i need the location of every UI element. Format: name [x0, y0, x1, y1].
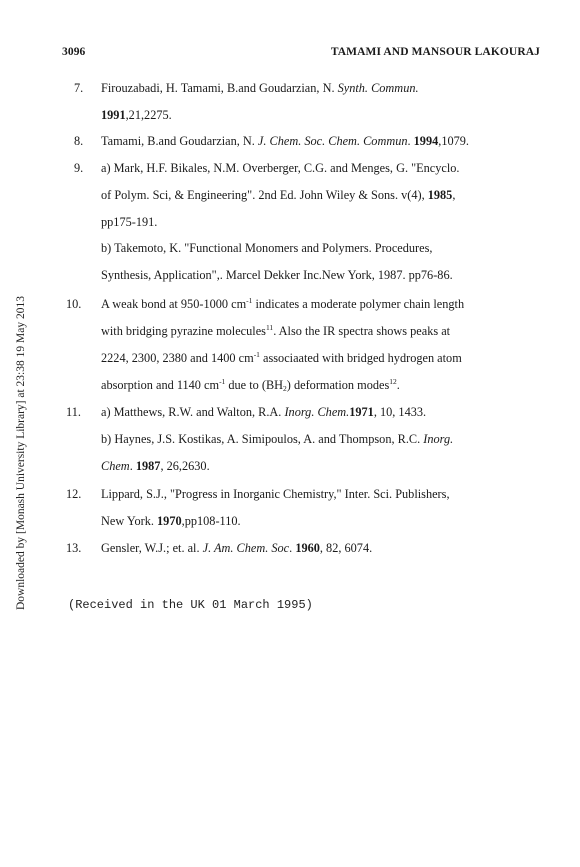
- reference-9-line-3: pp175-191.: [101, 215, 158, 229]
- reference-number-11: 11.: [66, 405, 81, 419]
- reference-9-line-4: b) Takemoto, K. "Functional Monomers and Polymers. Procedures,: [101, 241, 433, 255]
- reference-number-13: 13.: [66, 541, 82, 555]
- reference-10-line-3: 2224, 2300, 2380 and 1400 $cm^{-1}$ associaated with bridged hydrogen atom: [101, 350, 462, 365]
- reference-8-line-1: Tamami, B.and Goudarzian, N. J. Chem. Soc. Chem. Commun. 1994,1079.: [101, 134, 469, 148]
- reference-11-line-3: Chem. 1987, 26,2630.: [101, 459, 210, 473]
- reference-11-line-2: b) Haynes, J.S. Kostikas, A. Simipoulos, A. and Thompson, R.C. Inorg.: [101, 432, 454, 446]
- page-header: [62, 46, 540, 64]
- reference-12-line-1: Lippard, S.J., "Progress in Inorganic Chemistry," Inter. Sci. Publishers,: [101, 487, 450, 501]
- page-number: 3096: [62, 46, 86, 58]
- reference-10-line-2: with bridging pyrazine molecules$^{11}$. Also the IR spectra shows peaks at: [101, 323, 451, 338]
- reference-11-line-1: a) Matthews, R.W. and Walton, R.A. Inorg. Chem.1971, 10, 1433.: [101, 405, 427, 419]
- reference-number-7: 7.: [74, 81, 84, 95]
- download-watermark: Downloaded by [Monash University Library] at 23:38 19 May 2013: [15, 296, 27, 610]
- reference-number-10: 10.: [66, 297, 82, 311]
- reference-9-line-2: of Polym. Sci, & Engineering". 2nd Ed. John Wiley & Sons. v(4), 1985,: [101, 188, 456, 202]
- running-head: TAMAMI AND MANSOUR LAKOURAJ: [330, 46, 540, 58]
- received-date-note: (Received in the UK 01 March 1995): [68, 598, 313, 612]
- reference-7-line-2: 1991,21,2275.: [101, 108, 172, 122]
- reference-9-line-5: Synthesis, Application",. Marcel Dekker Inc.New York, 1987. pp76-86.: [101, 268, 453, 282]
- reference-12-line-2: New York. 1970,pp108-110.: [101, 514, 241, 528]
- reference-number-12: 12.: [66, 487, 82, 501]
- reference-number-9: 9.: [74, 161, 84, 175]
- reference-10-line-1: A weak bond at 950-1000 $cm^{-1}$ indicates a moderate polymer chain length: [101, 296, 465, 311]
- reference-7-line-1: Firouzabadi, H. Tamami, B.and Goudarzian, N. Synth. Commun.: [101, 81, 419, 95]
- reference-number-8: 8.: [74, 134, 84, 148]
- reference-9-line-1: a) Mark, H.F. Bikales, N.M. Overberger, C.G. and Menges, G. "Encyclo.: [101, 161, 460, 175]
- reference-13-line-1: Gensler, W.J.; et. al. J. Am. Chem. Soc. 1960, 82, 6074.: [101, 541, 373, 555]
- reference-10-line-4: absorption and 1140 $cm^{-1}$ due to $(BH_2)$ deformation modes$^{12}$.: [101, 377, 400, 393]
